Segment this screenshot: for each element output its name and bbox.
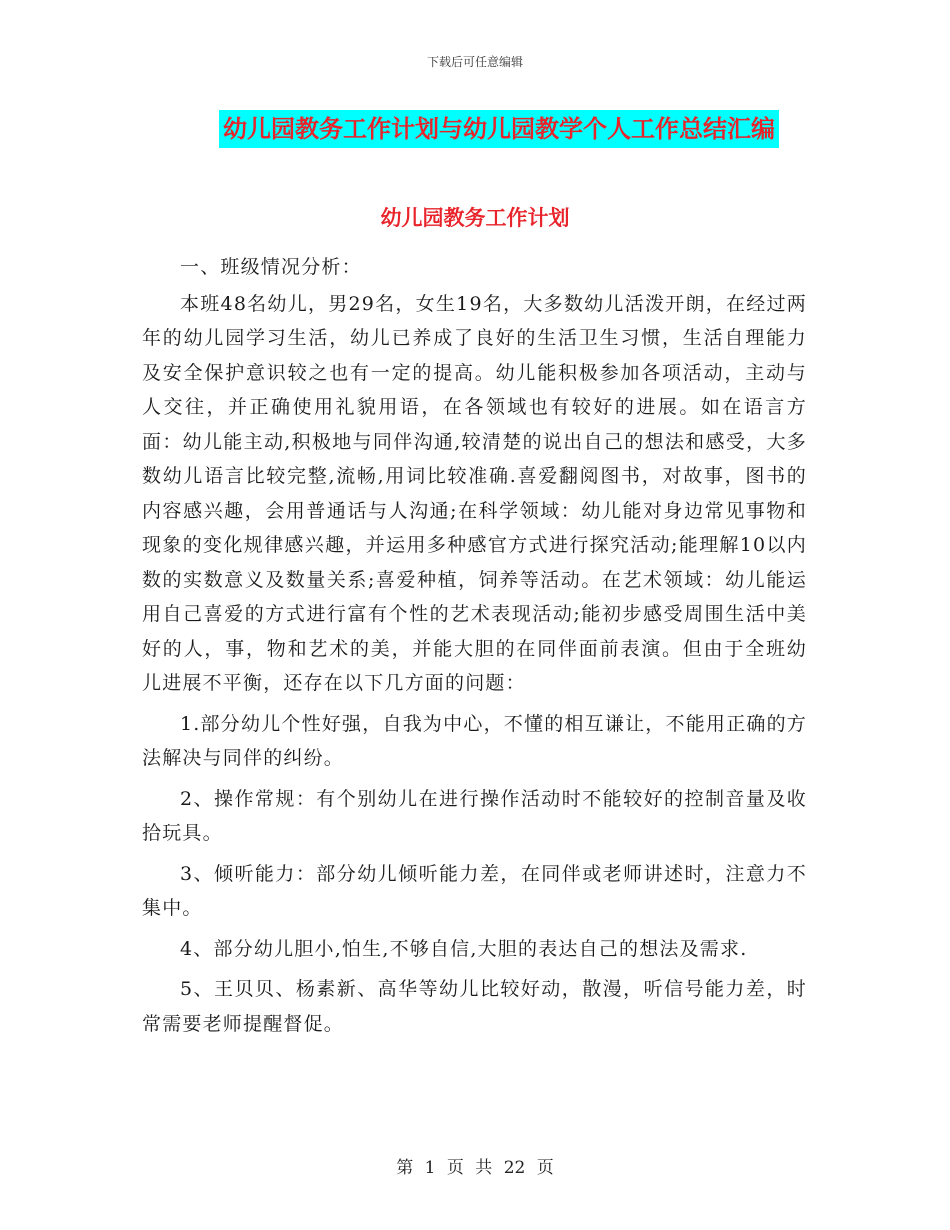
body-paragraph: 本班48名幼儿，男29名，女生19名，大多数幼儿活泼开朗，在经过两年的幼儿园学习生活，幼儿已养成了良好的生活卫生习惯，生活自理能力及安全保护意识较之也有一定的提高。幼儿能积极参加各项活动，主动与人交往，并正确使用礼貌用语，在各领域也有较好的进展。如在语言方面：幼儿能主动,积极地与同伴沟通,较清楚的说出自己的想法和感受，大多数幼儿语言比较完整,流畅,用词比较准确.喜爱翻阅图书，对故事，图书的内容感兴趣，会用普通话与人沟通;在科学领域：幼儿能对身边常见事物和现象的变化规律感兴趣，并运用多种感官方式进行探究活动;能理解10以内数的实数意义及数量关系;喜爱种植，饲养等活动。在艺术领域：幼儿能运用自己喜爱的方式进行富有个性的艺术表现活动;能初步感受周围生活中美好的人，事，物和艺术的美，并能大胆的在同伴面前表演。但由于全班幼儿进展不平衡，还存在以下几方面的问题： — [142, 292, 807, 694]
list-item: 4、部分幼儿胆小,怕生,不够自信,大胆的表达自己的想法及需求. — [180, 937, 748, 960]
page-footer: 第 1 页 共 22 页 — [396, 1158, 554, 1178]
header-note: 下载后可任意编辑 — [426, 55, 523, 69]
section-heading: 一、班级情况分析： — [180, 256, 362, 278]
section-title: 幼儿园教务工作计划 — [380, 206, 570, 230]
list-item: 1.部分幼儿个性好强，自我为中心，不懂的相互谦让，不能用正确的方法解决与同伴的纠纷。 — [142, 712, 807, 769]
main-title-container — [0, 110, 950, 148]
document-body — [142, 250, 807, 1041]
list-item: 2、操作常规：有个别幼儿在进行操作活动时不能较好的控制音量及收拾玩具。 — [142, 787, 807, 844]
list-item: 3、倾听能力：部分幼儿倾听能力差，在同伴或老师讲述时，注意力不集中。 — [142, 862, 807, 919]
document-title: 幼儿园教务工作计划与幼儿园教学个人工作总结汇编 — [219, 110, 779, 148]
list-item: 5、王贝贝、杨素新、高华等幼儿比较好动，散漫，听信号能力差，时常需要老师提醒督促。 — [142, 978, 807, 1035]
